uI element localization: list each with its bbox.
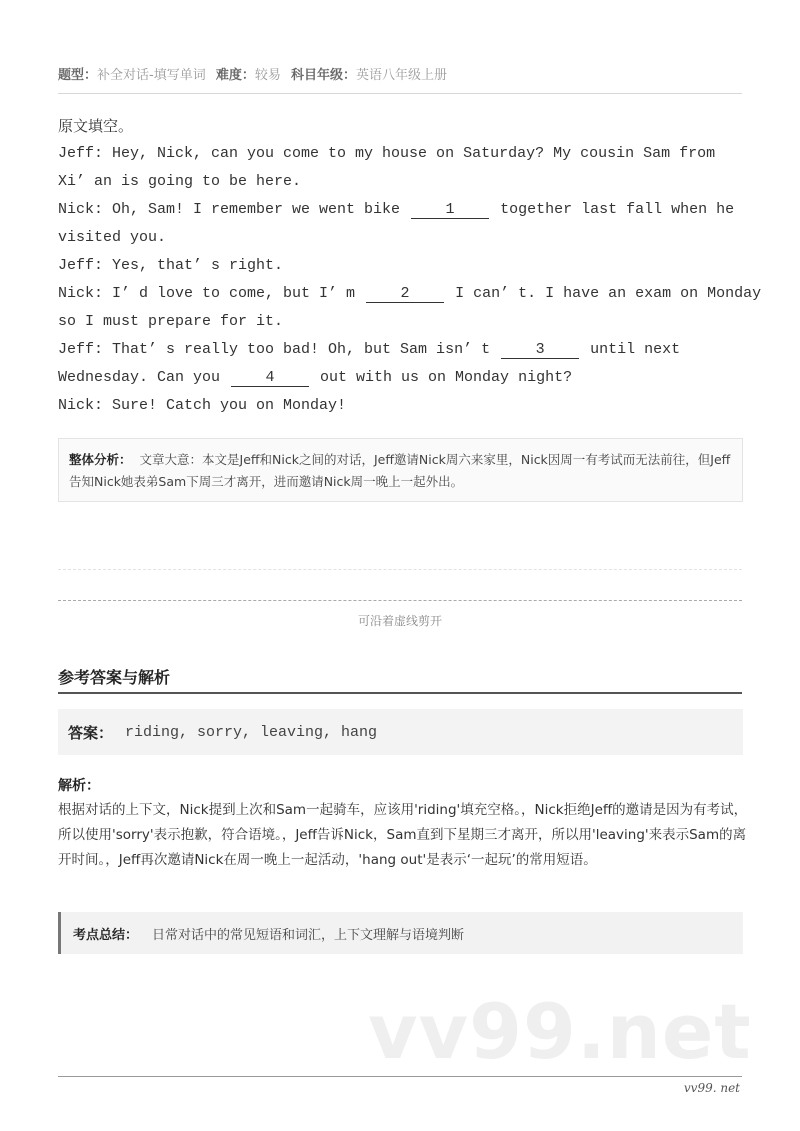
difficulty-label: 难度： xyxy=(215,68,255,83)
line-text: Xi’ an is going to be here. xyxy=(58,173,302,190)
type-label: 题型： xyxy=(58,68,98,83)
line-text: Nick: Oh, Sam! I remember we went bike xyxy=(58,201,410,218)
blank-2[interactable]: 2 xyxy=(366,286,444,303)
summary-box xyxy=(58,912,743,954)
answer-section-title: 参考答案与解析 xyxy=(58,668,171,687)
line-text: Jeff: That’ s really too bad! Oh, but Sam isn’ t xyxy=(58,341,500,358)
passage-intro: 原文填空。 xyxy=(58,117,134,135)
subject-label: 科目年级： xyxy=(291,68,357,83)
footer-divider xyxy=(58,1076,742,1077)
dialogue-line xyxy=(58,224,748,252)
blank-4[interactable]: 4 xyxy=(231,370,309,387)
type-value: 补全对话-填写单词 xyxy=(97,68,206,83)
cut-hint: 可沿着虚线剪开 xyxy=(357,614,442,628)
line-text: Wednesday. Can you xyxy=(58,369,230,386)
answer-value: riding, sorry, leaving, hang xyxy=(125,723,378,741)
line-text: out with us on Monday night? xyxy=(311,369,573,386)
line-text: so I must prepare for it. xyxy=(58,313,284,330)
answer-section-divider xyxy=(58,692,742,694)
explanation-label: 解析： xyxy=(58,778,100,794)
passage xyxy=(58,112,762,420)
line-text: Nick: I’ d love to come, but I’ m xyxy=(58,285,365,302)
summary-label: 考点总结： xyxy=(73,927,139,943)
answer-label: 答案： xyxy=(68,723,114,742)
line-text: until next xyxy=(581,341,681,358)
analysis-label: 整体分析： xyxy=(69,452,132,467)
dialogue-line xyxy=(58,364,748,392)
footer-site: vv99. net xyxy=(683,1081,740,1095)
watermark: vv99.net xyxy=(368,987,752,1076)
blank-3[interactable]: 3 xyxy=(501,342,579,359)
meta-divider xyxy=(58,93,742,94)
line-text: visited you. xyxy=(58,229,167,246)
difficulty-value: 较易 xyxy=(254,68,281,83)
dialogue-line xyxy=(58,168,748,196)
dialogue-line xyxy=(58,280,762,308)
line-text: Nick: Sure! Catch you on Monday! xyxy=(58,397,347,414)
passage-lines xyxy=(58,140,762,420)
blank-1[interactable]: 1 xyxy=(411,202,489,219)
line-text: Jeff: Hey, Nick, can you come to my house on Saturday? My cousin Sam from xyxy=(58,145,716,162)
question-meta xyxy=(58,64,742,83)
explanation-text: 根据对话的上下文，Nick提到上次和Sam一起骑车，应该用'riding'填充空格。，Nick拒绝Jeff的邀请是因为有考试，所以使用'sorry'表示抱歉，符合语境。，Jeff告诉Nick，Sam直到下星期三才离开，所以用'leaving'来表示Sam的离开时间。，Jeff再次邀请Nick在周一晚上一起活动，'hang out'是表示‘一起玩’的常用短语。 xyxy=(58,802,748,868)
dialogue-line xyxy=(58,140,748,168)
subject-value: 英语八年级上册 xyxy=(356,68,448,83)
line-text: Jeff: Yes, that’ s right. xyxy=(58,257,284,274)
dialogue-line xyxy=(58,308,748,336)
line-text: together last fall when he xyxy=(491,201,735,218)
dialogue-line xyxy=(58,336,748,364)
cut-line xyxy=(58,600,742,601)
dialogue-line xyxy=(58,252,748,280)
dialogue-line xyxy=(58,392,748,420)
line-text: I can’ t. I have an exam on Monday xyxy=(446,285,762,302)
analysis-box xyxy=(58,438,743,502)
analysis-text: 文章大意：本文是Jeff和Nick之间的对话，Jeff邀请Nick周六来家里，Nick因周一有考试而无法前往，但Jeff告知Nick她表弟Sam下周三才离开，进而邀请Nick周一晚上一起外出。 xyxy=(69,452,731,489)
dialogue-line xyxy=(58,196,748,224)
cut-line-light xyxy=(58,569,742,570)
summary-text: 日常对话中的常见短语和词汇，上下文理解与语境判断 xyxy=(152,927,465,943)
answer-box xyxy=(58,709,743,755)
